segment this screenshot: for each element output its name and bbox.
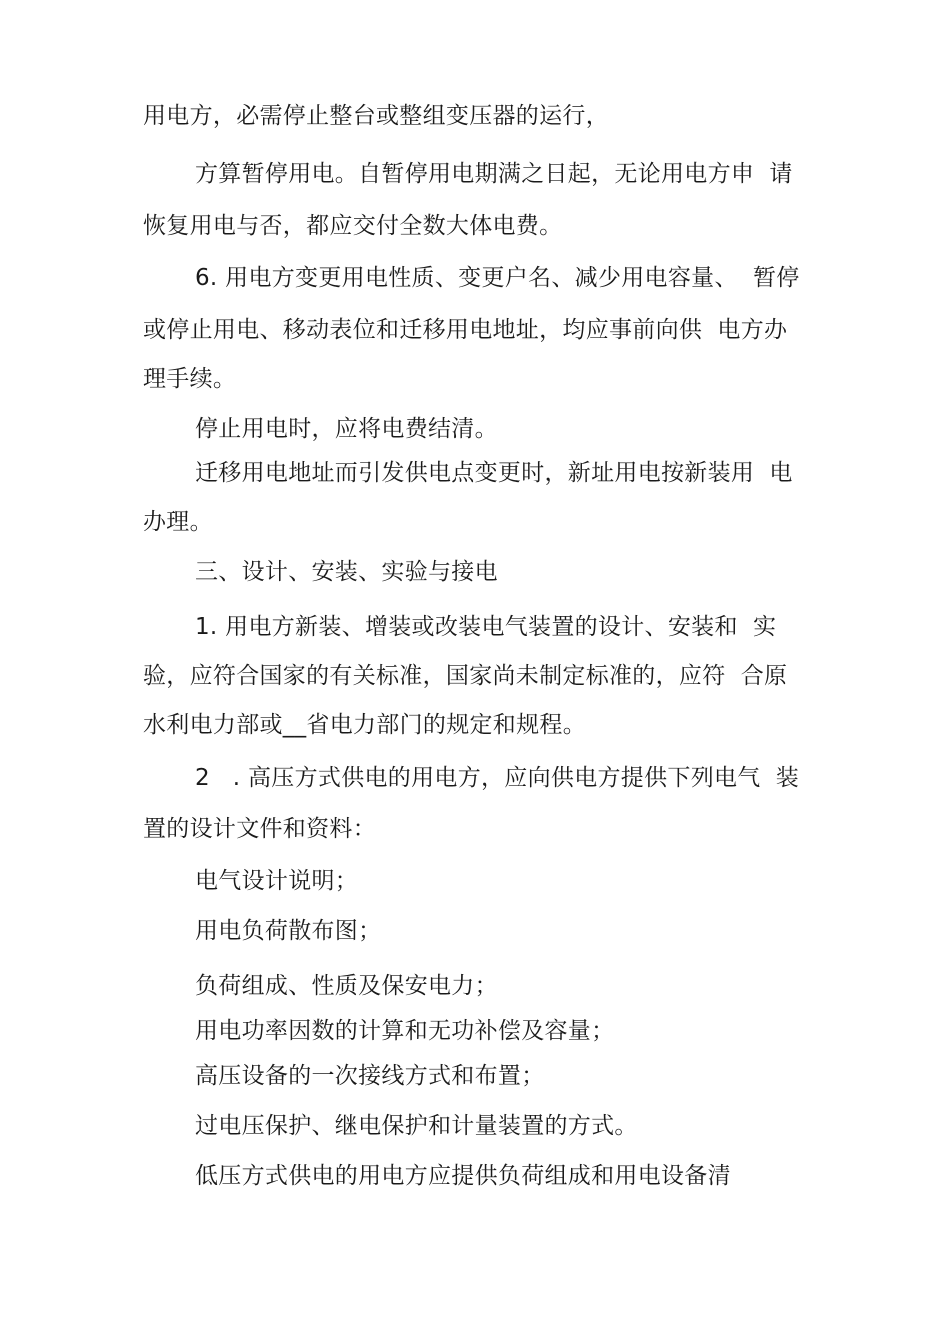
section-heading: 三、设计、安装、实验与接电 xyxy=(195,559,498,585)
text-line: 恢复用电与否，都应交付全数大体电费。 xyxy=(143,213,563,239)
list-item: 负荷组成、性质及保安电力； xyxy=(195,973,498,999)
text-line: 或停止用电、移动表位和迁移用电地址，均应事前向供 电方办 xyxy=(143,317,788,343)
text-line: 理手续。 xyxy=(143,366,237,392)
list-item: 电气设计说明； xyxy=(195,868,359,894)
list-item: 用电功率因数的计算和无功补偿及容量； xyxy=(195,1018,615,1044)
text-line: 2 . 高压方式供电的用电方，应向供电方提供下列电气 装 xyxy=(195,765,800,791)
text-line: 水利电力部或__省电力部门的规定和规程。 xyxy=(143,712,586,738)
text-line: 低压方式供电的用电方应提供负荷组成和用电设备清 xyxy=(195,1163,731,1189)
text-line: 验，应符合国家的有关标准，国家尚未制定标准的，应符 合原 xyxy=(143,663,788,689)
text-line: 迁移用电地址而引发供电点变更时，新址用电按新装用 电 xyxy=(195,460,793,486)
list-item: 过电压保护、继电保护和计量装置的方式。 xyxy=(195,1113,638,1139)
list-item: 高压设备的一次接线方式和布置； xyxy=(195,1063,545,1089)
text-line: 用电方，必需停止整台或整组变压器的运行， xyxy=(143,103,609,129)
text-line: 停止用电时，应将电费结清。 xyxy=(195,416,498,442)
text-line: 置的设计文件和资料： xyxy=(143,816,376,842)
text-line: 方算暂停用电。自暂停用电期满之日起，无论用电方申 请 xyxy=(195,161,793,187)
list-item: 用电负荷散布图； xyxy=(195,918,382,944)
text-line: 1. 用电方新装、增装或改装电气装置的设计、安装和 实 xyxy=(195,614,777,640)
text-line: 办理。 xyxy=(143,509,213,535)
text-line: 6. 用电方变更用电性质、变更户名、减少用电容量、 暂停 xyxy=(195,265,800,291)
